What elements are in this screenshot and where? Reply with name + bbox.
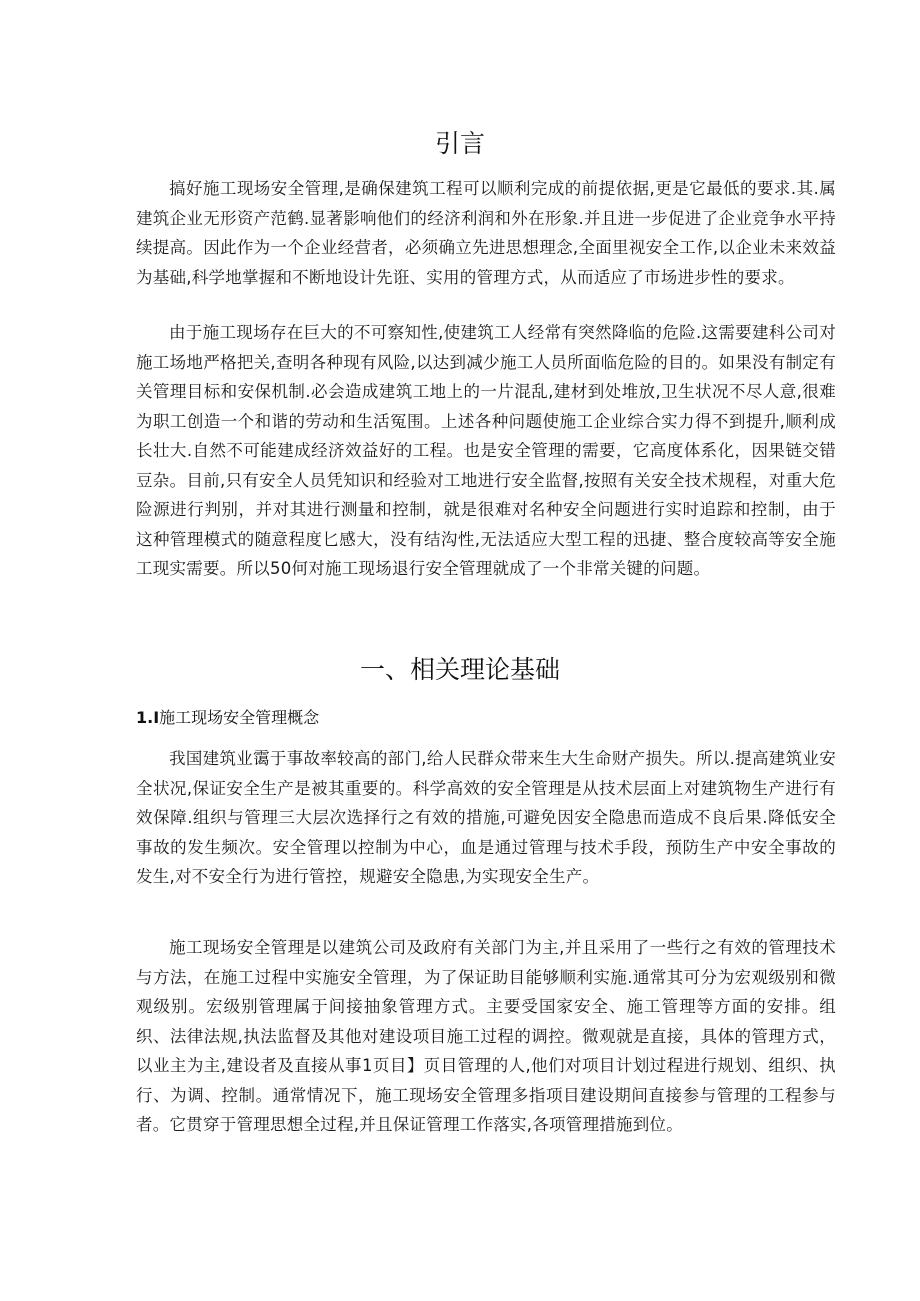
- chapter-1-paragraph-2: 施工现场安全管理是以建筑公司及政府有关部门为主,并且采用了一些行之有效的管理技术与方法，在施工过程中实施安全管理，为了保证助目能够顺利实施.通常其可分为宏观级别和微观级别。宏级别管理属于间接抽象管理方式。主要受国家安全、施工管理等方面的安排。组织、法律法规,执法监督及其他对建设项目施工过程的调控。微观就是直接，具体的管理方式，以业主为主,建设者及直接从事1页目】页目管理的人,他们对项目计划过程进行规划、组织、执行、为调、控制。通常情况下，施工现场安全管理多指项目建设期间直接参与管理的工程参与者。它贯穿于管理思想全过程,并且保证管理工作落实,各项管理措施到位。: [136, 938, 836, 1134]
- chapter-1-paragraph-1: 我国建筑业霭于事故率较高的部门,给人民群众带来生大生命财产损失。所以.提高建筑业安全状况,保证安全生产是被其重要的。科学高效的安全管理是从技术层面上对建筑物生产进行有效保障.组织与管理三大层次选择行之有效的措施,可避免因安全隐患而造成不良后果.降低安全事故的发生频次。安全管理以控制为中心，血是通过管理与技术手段，预防生产中安全事故的发生,对不安全行为进行管控，规避安全隐患,为实现安全生产。: [136, 749, 836, 886]
- intro-paragraph-1: 搞好施工现场安全管理,是确保建筑工程可以顺利完成的前提依据,更是它最低的要求.其.属建筑企业无形资产范鹤.显著影响他们的经济利润和外在形象.并且进一步促进了企业竞争水平持续提高。因此作为一个企业经营者，必须确立先进思想理念,全面里视安全工作,以企业未来效益为基础,科学地掌握和不断地设计先诳、实用的管理方式，从而适应了市场进步性的要求。: [136, 179, 836, 287]
- section-title: 施工现场安全管理概念: [159, 708, 320, 727]
- section-number: 1.I: [136, 708, 160, 727]
- intro-paragraph-2: 由于施工现场存在巨大的不可察知性,使建筑工人经常有突然降临的危险.这需要建科公司对施工场地严格把关,查明各种现有风险,以达到减少施工人员所面临危险的目的。如果没有制定有关管理目标和安保机制.必会造成建筑工地上的一片混乱,建材到处堆放,卫生状况不尽人意,很难为职工创造一个和谐的劳动和生活冤围。上述各种问题使施工企业综合实力得不到提升,顺利成长壮大.自然不可能建成经济效益好的工程。也是安全管理的需要，它高度体系化，因果链交错豆杂。目前,只有安全人员凭知识和经验对工地进行安全监督,按照有关安全技术规程，对重大危险源进行判别，并对其进行测量和控制，就是很难对名种安全问题进行实时追踪和控制，由于这种管理模式的随意程度匕感大，没有结沟性,无法适应大型工程的迅捷、整合度较高等安全施工现实需要。所以50何对施工现场退行安全管理就成了一个非常关键的问题。: [136, 323, 836, 578]
- section-1-1-heading: [136, 708, 319, 728]
- chapter-1-title: 一、相关理论基础: [359, 655, 560, 684]
- intro-title: 引言: [434, 129, 485, 158]
